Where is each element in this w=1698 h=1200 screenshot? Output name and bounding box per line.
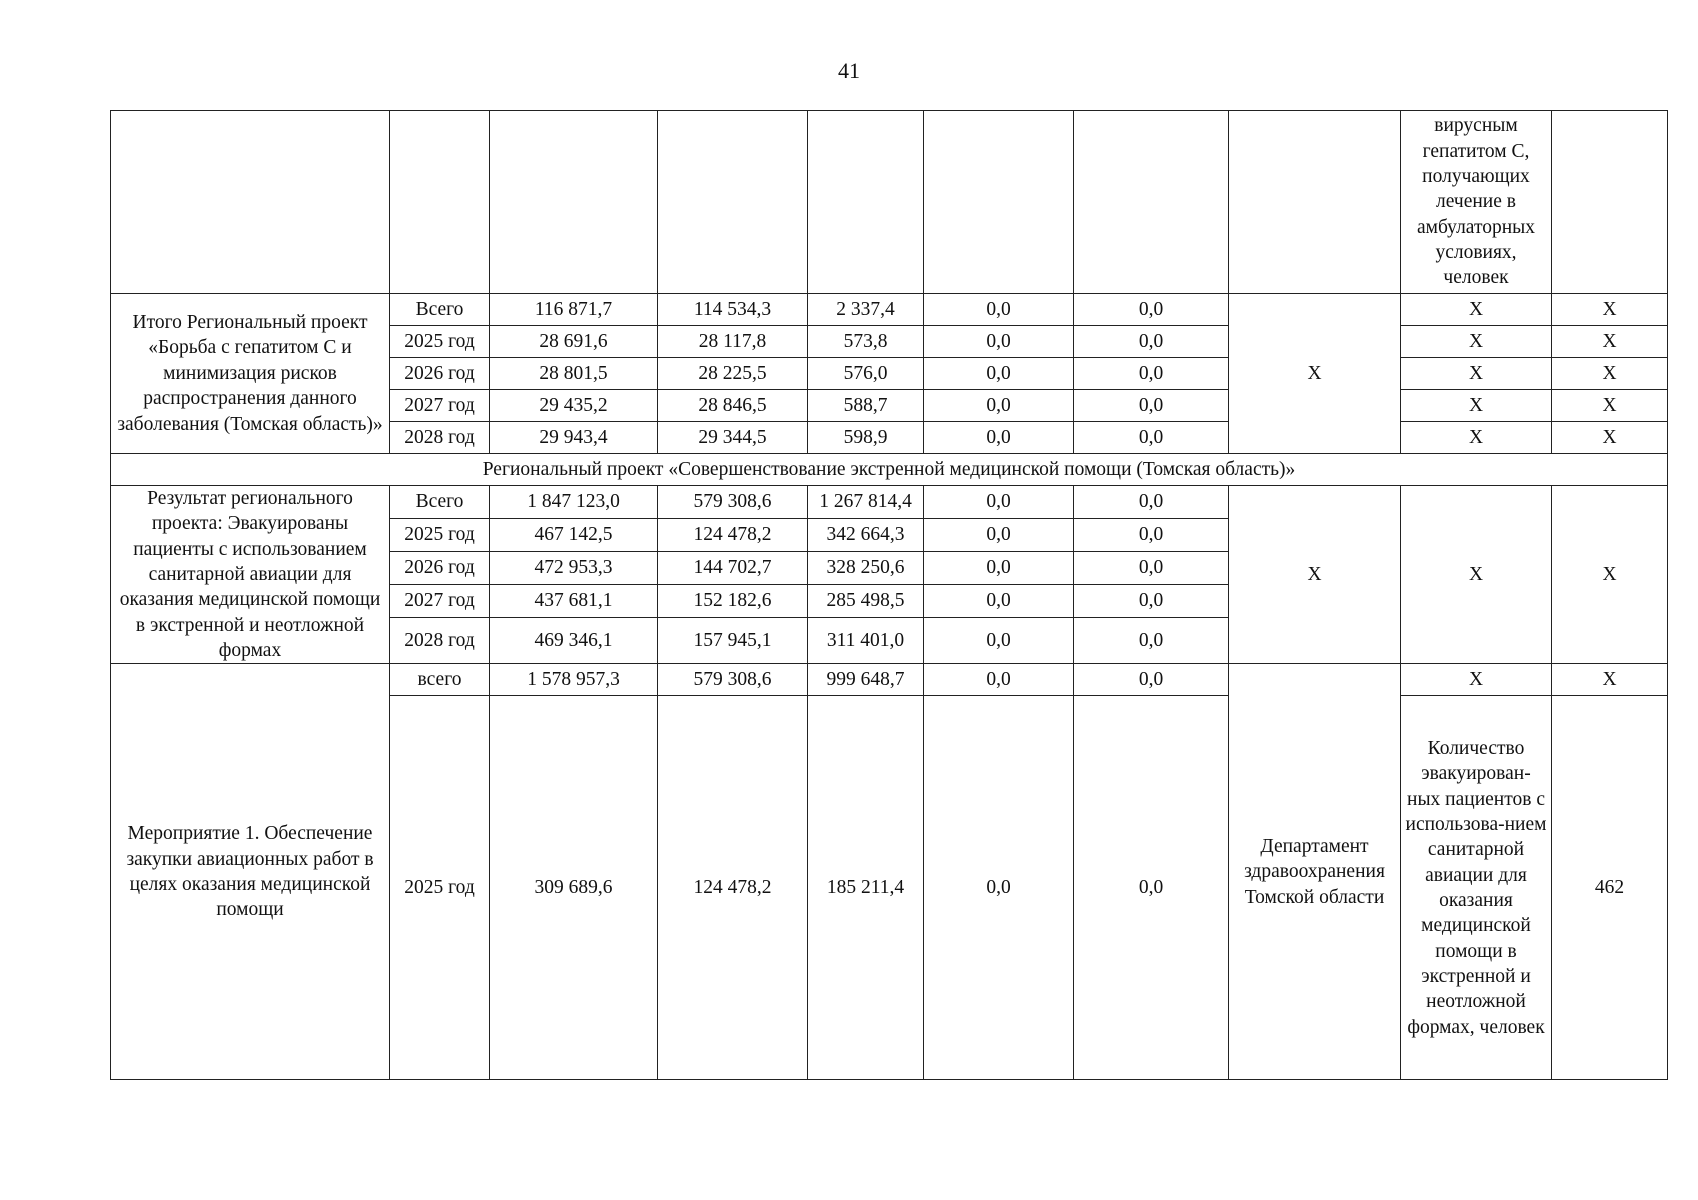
period-cell: 2025 год [390,696,490,1080]
local-cell: 0,0 [924,390,1074,422]
federal-cell: 579 308,6 [658,486,808,519]
regional-cell: 285 498,5 [808,585,924,618]
other-cell: 0,0 [1074,390,1229,422]
total-cell: 28 691,6 [490,326,658,358]
project-heading: Региональный проект «Совершенствование экстренной медицинской помощи (Томская область)» [111,454,1668,486]
indicator-cell: Х [1401,486,1552,664]
indicator-cell: Х [1401,294,1552,326]
budget-table [110,110,1668,1080]
federal-cell: 28 225,5 [658,358,808,390]
regional-cell: 598,9 [808,422,924,454]
row-label: Результат регионального проекта: Эвакуированы пациенты с использованием санитарной авиации для оказания медицинской помощи в экстренной и неотложной формах [111,486,390,664]
local-cell: 0,0 [924,618,1074,664]
federal-cell: 28 117,8 [658,326,808,358]
total-cell: 469 346,1 [490,618,658,664]
period-cell: Всего [390,294,490,326]
total-cell: 1 847 123,0 [490,486,658,519]
regional-cell: 328 250,6 [808,552,924,585]
executor-cell: Х [1229,294,1401,454]
indicator-cell: Х [1401,390,1552,422]
other-cell: 0,0 [1074,696,1229,1080]
regional-cell: 588,7 [808,390,924,422]
federal-cell: 152 182,6 [658,585,808,618]
local-cell: 0,0 [924,585,1074,618]
table-cell [924,111,1074,294]
table-cell [1552,111,1668,294]
period-cell: всего [390,664,490,696]
total-cell: 29 943,4 [490,422,658,454]
indicator-cell: Х [1401,326,1552,358]
federal-cell: 579 308,6 [658,664,808,696]
local-cell: 0,0 [924,696,1074,1080]
total-cell: 472 953,3 [490,552,658,585]
other-cell: 0,0 [1074,358,1229,390]
federal-cell: 114 534,3 [658,294,808,326]
total-cell: 437 681,1 [490,585,658,618]
regional-cell: 573,8 [808,326,924,358]
indicator-cell: Х [1401,422,1552,454]
other-cell: 0,0 [1074,552,1229,585]
table-cell [390,111,490,294]
value-cell: Х [1552,664,1668,696]
regional-cell: 1 267 814,4 [808,486,924,519]
table-row [111,454,1668,486]
local-cell: 0,0 [924,358,1074,390]
value-cell: Х [1552,422,1668,454]
value-cell: Х [1552,294,1668,326]
other-cell: 0,0 [1074,422,1229,454]
regional-cell: 311 401,0 [808,618,924,664]
regional-cell: 2 337,4 [808,294,924,326]
federal-cell: 124 478,2 [658,519,808,552]
page-number: 41 [838,58,860,83]
federal-cell: 157 945,1 [658,618,808,664]
local-cell: 0,0 [924,664,1074,696]
other-cell: 0,0 [1074,664,1229,696]
period-cell: 2028 год [390,618,490,664]
period-cell: 2027 год [390,390,490,422]
other-cell: 0,0 [1074,585,1229,618]
table-cell [1229,111,1401,294]
period-cell: 2027 год [390,585,490,618]
total-cell: 1 578 957,3 [490,664,658,696]
other-cell: 0,0 [1074,486,1229,519]
total-cell: 309 689,6 [490,696,658,1080]
indicator-cell: вирусным гепатитом С, получающих лечение в амбулаторных условиях, человек [1401,111,1552,294]
regional-cell: 999 648,7 [808,664,924,696]
period-cell: 2025 год [390,326,490,358]
federal-cell: 29 344,5 [658,422,808,454]
indicator-cell: Х [1401,664,1552,696]
table-row [111,294,1668,326]
table-cell [808,111,924,294]
period-cell: 2026 год [390,552,490,585]
value-cell: Х [1552,390,1668,422]
federal-cell: 144 702,7 [658,552,808,585]
local-cell: 0,0 [924,294,1074,326]
regional-cell: 342 664,3 [808,519,924,552]
local-cell: 0,0 [924,519,1074,552]
local-cell: 0,0 [924,486,1074,519]
executor-cell: Департамент здравоохранения Томской области [1229,664,1401,1080]
total-cell: 116 871,7 [490,294,658,326]
other-cell: 0,0 [1074,618,1229,664]
federal-cell: 124 478,2 [658,696,808,1080]
period-cell: 2028 год [390,422,490,454]
row-label: Итого Региональный проект «Борьба с гепатитом С и минимизация рисков распространения данного заболевания (Томская область)» [111,294,390,454]
local-cell: 0,0 [924,552,1074,585]
other-cell: 0,0 [1074,294,1229,326]
table-cell [1074,111,1229,294]
other-cell: 0,0 [1074,519,1229,552]
regional-cell: 576,0 [808,358,924,390]
total-cell: 467 142,5 [490,519,658,552]
total-cell: 29 435,2 [490,390,658,422]
local-cell: 0,0 [924,326,1074,358]
table-row [111,664,1668,696]
indicator-cell: Х [1401,358,1552,390]
table-row [111,486,1668,519]
total-cell: 28 801,5 [490,358,658,390]
indicator-cell: Количество эвакуирован-ных пациентов с использова-нием санитарной авиации для оказания медицинской помощи в экстренной и неотложной формах, человек [1401,696,1552,1080]
value-cell: 462 [1552,696,1668,1080]
regional-cell: 185 211,4 [808,696,924,1080]
row-label: Мероприятие 1. Обеспечение закупки авиационных работ в целях оказания медицинской помощи [111,664,390,1080]
table-cell [490,111,658,294]
other-cell: 0,0 [1074,326,1229,358]
federal-cell: 28 846,5 [658,390,808,422]
value-cell: Х [1552,326,1668,358]
executor-cell: Х [1229,486,1401,664]
value-cell: Х [1552,486,1668,664]
table-cell [658,111,808,294]
period-cell: Всего [390,486,490,519]
value-cell: Х [1552,358,1668,390]
period-cell: 2026 год [390,358,490,390]
local-cell: 0,0 [924,422,1074,454]
table-row [111,111,1668,294]
table-cell [111,111,390,294]
period-cell: 2025 год [390,519,490,552]
